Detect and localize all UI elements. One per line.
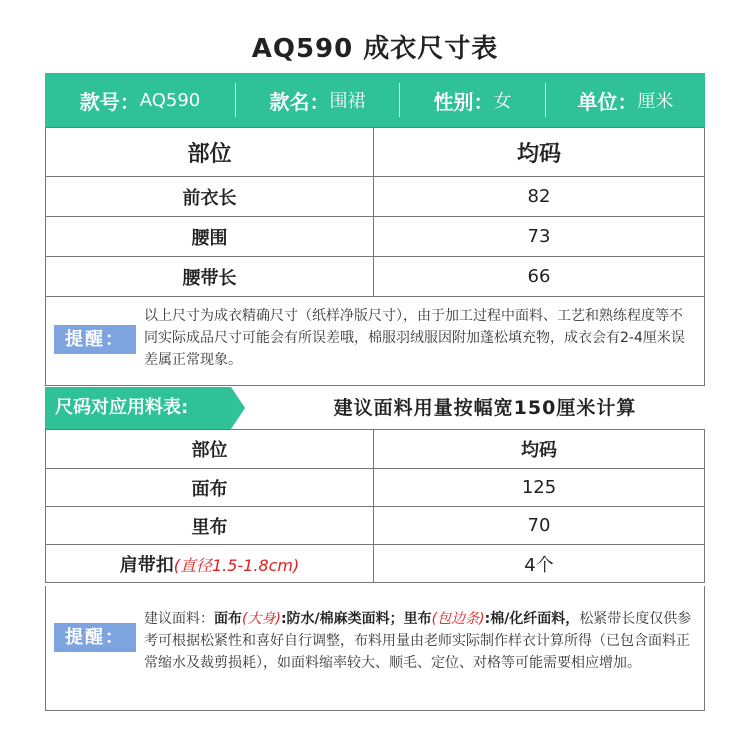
fabric-table [45,429,705,583]
part-cell: 腰围 [46,217,374,257]
value-cell: 4个 [374,545,705,583]
col-part-header: 部位 [46,128,374,177]
part-cell: 腰带长 [46,257,374,297]
part-cell: 里布 [46,507,374,545]
note-text-part: 建议面料： [144,611,214,627]
reminder-text [144,608,692,674]
part-note: (直径1.5-1.8cm) [173,555,300,575]
style-name-label: 款名： [269,89,330,114]
note-text-red: (包边条) [431,611,485,627]
note-text-red: (大身) [242,611,281,627]
part-cell [46,545,374,583]
reminder-badge: 提醒： [54,325,136,354]
reminder-text: 以上尺寸为成衣精确尺寸（纸样净版尺寸），由于加工过程中面料、工艺和熟练程度等不同实际成品尺寸可能会有所误差哦，棉服羽绒服因附加蓬松填充物，成衣会有2-4厘米误差属正常现象。 [144,308,685,368]
col-size-header: 均码 [374,128,705,177]
table-header-row [46,430,705,469]
part-cell: 前衣长 [46,177,374,217]
gender-cell [400,73,545,127]
gender-value: 女 [493,91,512,112]
col-part-header: 部位 [46,430,374,469]
reminder-badge: 提醒： [54,623,136,652]
table-row [46,217,705,257]
fabric-width-hint: 建议面料用量按幅宽150厘米计算 [333,397,637,419]
note-text-bold: 面布 [214,611,242,627]
value-cell: 125 [374,469,705,507]
unit-label: 单位： [577,89,638,114]
style-no-label: 款号： [79,89,140,114]
table-row [46,469,705,507]
style-no-cell [45,73,235,127]
value-cell: 73 [374,217,705,257]
table-row [46,507,705,545]
size-table [45,127,705,297]
style-name-value: 围裙 [329,91,366,112]
part-cell: 面布 [46,469,374,507]
fabric-section-label: 尺码对应用料表: [45,387,231,429]
label-arrow [231,387,245,429]
reminder-note-2 [45,586,705,711]
page-title: AQ590 成衣尺寸表 [251,34,499,64]
table-row [46,545,705,583]
reminder-note-1 [45,291,705,386]
table-header-row [46,128,705,177]
part-name: 肩带扣 [119,554,174,576]
note-text-part: 松紧带长度仅供参考可根据松紧性和喜好自行调整，布料用量由老师实际制作样衣计算所得（已包含面料正常缩水及裁剪损耗），如面料缩率较大、顺毛、定位、对格等可能需要相应增加。 [144,611,692,671]
value-cell: 70 [374,507,705,545]
gender-label: 性别： [433,89,494,114]
fabric-section-header [45,387,705,429]
style-no-value: AQ590 [139,89,201,111]
note-text-bold: :防水/棉麻类面料；里布 [280,611,432,627]
value-cell: 82 [374,177,705,217]
note-text-bold: :棉/化纤面料， [484,611,580,627]
col-size-header: 均码 [374,430,705,469]
unit-value: 厘米 [637,91,674,112]
unit-cell [546,73,705,127]
style-name-cell [236,73,399,127]
info-header-bar [45,73,705,127]
value-cell: 66 [374,257,705,297]
table-row [46,177,705,217]
